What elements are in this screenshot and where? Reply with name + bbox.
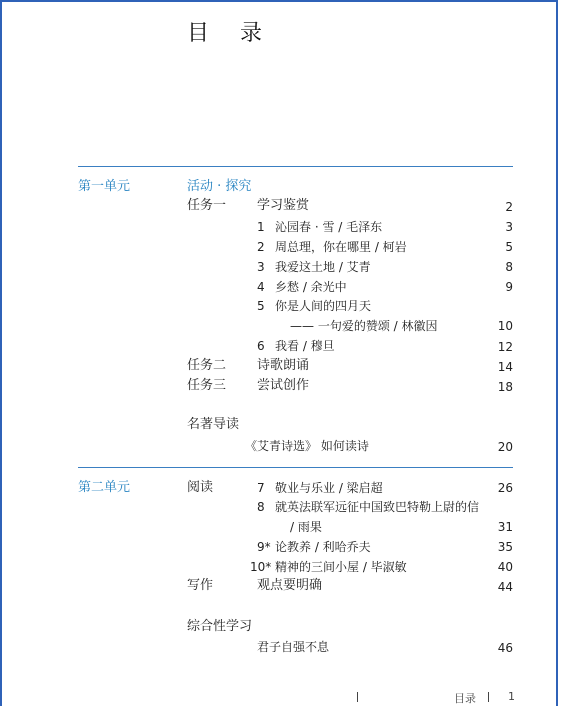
lesson-title[interactable]: 敬业与乐业 / 梁启超 <box>275 481 383 495</box>
lesson-number: 7 <box>257 481 265 495</box>
lesson-title[interactable]: 你是人间的四月天 <box>275 299 372 313</box>
page-number: 3 <box>505 220 513 234</box>
page-number: 12 <box>497 340 513 354</box>
reading-heading: 名著导读 <box>187 417 240 432</box>
lesson-author[interactable]: / 雨果 <box>290 520 322 534</box>
task-title[interactable]: 学习鉴赏 <box>257 198 310 213</box>
page-number: 46 <box>497 641 513 655</box>
page-number: 2 <box>505 200 513 214</box>
lesson-title[interactable]: 论教养 / 利哈乔夫 <box>275 540 371 554</box>
page-number: 8 <box>505 260 513 274</box>
footer-label: 目录 <box>454 692 476 705</box>
lesson-number: 9* <box>257 540 271 554</box>
lesson-title[interactable]: 精神的三间小屋 / 毕淑敏 <box>275 560 407 574</box>
lesson-title[interactable]: 周总理，你在哪里 / 柯岩 <box>275 240 407 254</box>
writing-title[interactable]: 观点要明确 <box>257 578 323 593</box>
footer-tick <box>488 692 489 702</box>
page-number: 26 <box>497 481 513 495</box>
page-number: 14 <box>497 360 513 374</box>
page-number: 35 <box>497 540 513 554</box>
unit-name: 第一单元 <box>78 179 131 194</box>
page-number: 44 <box>497 580 513 594</box>
writing-label: 写作 <box>187 578 214 593</box>
page-number: 9 <box>505 280 513 294</box>
page-number: 31 <box>497 520 513 534</box>
lesson-subtitle[interactable]: —— 一句爱的赞颂 / 林徽因 <box>290 319 438 333</box>
unit-divider <box>78 467 513 468</box>
unit-divider <box>78 166 513 167</box>
integrated-item[interactable]: 君子自强不息 <box>257 640 330 654</box>
unit-section-heading: 活动 · 探究 <box>187 179 252 194</box>
lesson-title[interactable]: 沁园春 · 雪 / 毛泽东 <box>275 220 383 234</box>
lesson-title[interactable]: 就英法联军远征中国致巴特勒上尉的信 <box>275 500 480 514</box>
unit-name: 第二单元 <box>78 480 131 495</box>
integrated-heading: 综合性学习 <box>187 619 253 634</box>
lesson-number: 3 <box>257 260 265 274</box>
lesson-title[interactable]: 我看 / 穆旦 <box>275 339 335 353</box>
lesson-title[interactable]: 我爱这土地 / 艾青 <box>275 260 371 274</box>
page-number: 5 <box>505 240 513 254</box>
section-label: 阅读 <box>187 480 214 495</box>
lesson-number: 2 <box>257 240 265 254</box>
page-title: 目 录 <box>187 21 274 46</box>
task-title[interactable]: 诗歌朗诵 <box>257 358 310 373</box>
task-title[interactable]: 尝试创作 <box>257 378 310 393</box>
page-number: 18 <box>497 380 513 394</box>
lesson-title[interactable]: 乡愁 / 余光中 <box>275 280 347 294</box>
lesson-number: 1 <box>257 220 265 234</box>
lesson-number: 6 <box>257 339 265 353</box>
lesson-number: 10* <box>250 560 272 574</box>
page-number: 10 <box>497 319 513 333</box>
task-label: 任务二 <box>187 358 227 373</box>
lesson-number: 5 <box>257 299 265 313</box>
lesson-number: 8 <box>257 500 265 514</box>
lesson-number: 4 <box>257 280 265 294</box>
task-label: 任务一 <box>187 198 227 213</box>
task-label: 任务三 <box>187 378 227 393</box>
footer-page-number: 1 <box>508 690 515 703</box>
page-number: 40 <box>497 560 513 574</box>
reading-item[interactable]: 《艾青诗选》 如何读诗 <box>245 439 369 453</box>
footer-tick <box>357 692 358 702</box>
page-number: 20 <box>497 440 513 454</box>
